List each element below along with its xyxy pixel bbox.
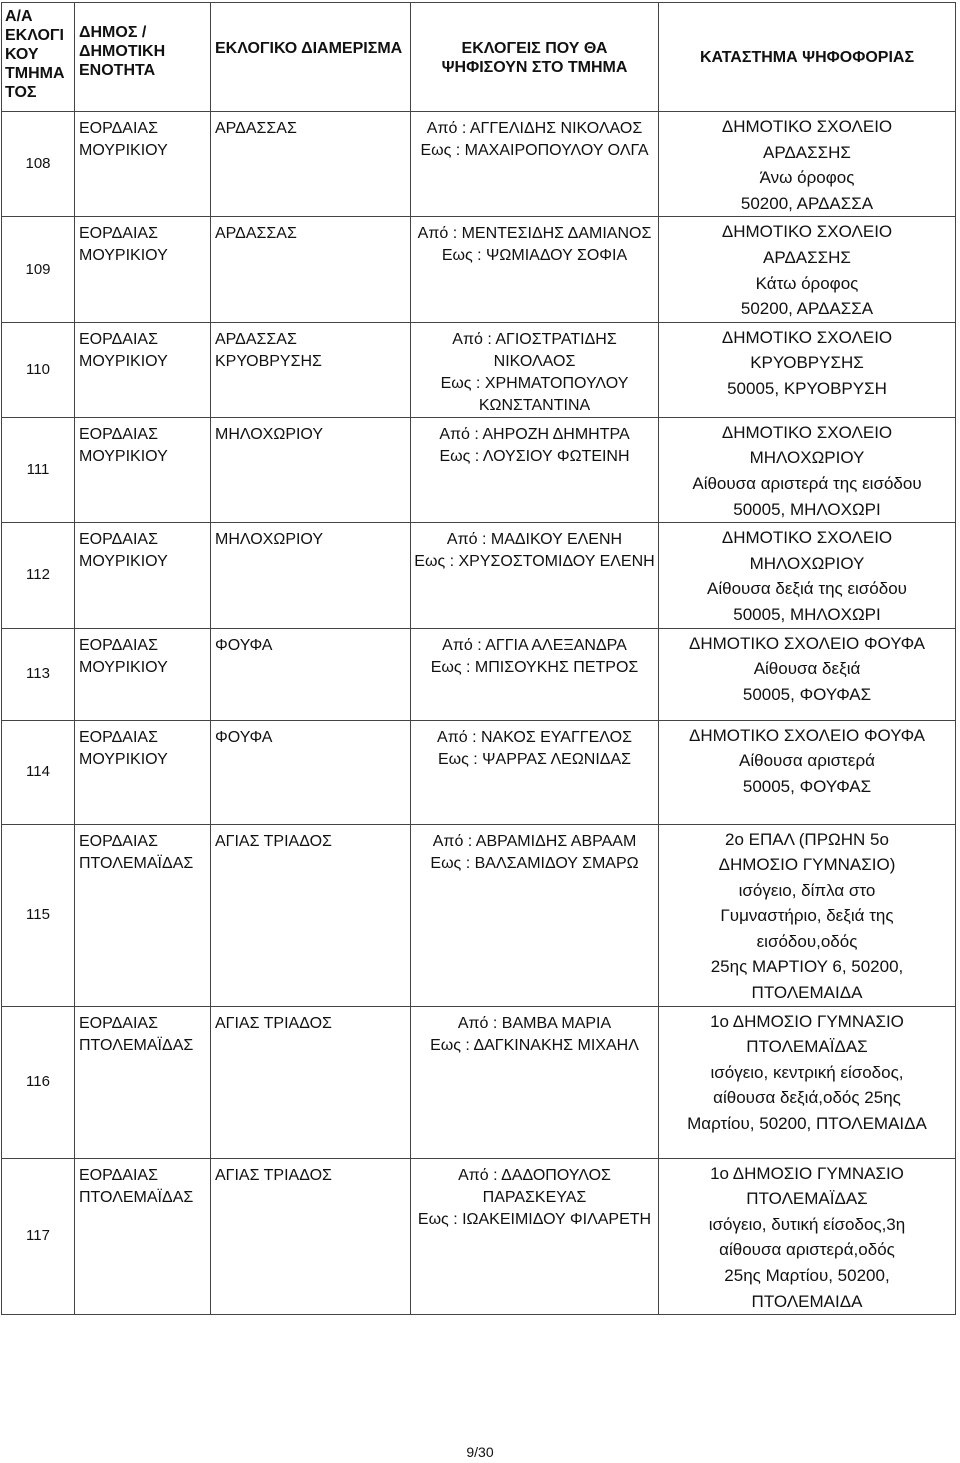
voters-range-cell: Από : ΑΓΙΟΣΤΡΑΤΙΔΗΣ ΝΙΚΟΛΑΟΣ Εως : ΧΡΗΜΑΤΟΠΟΥΛΟΥ ΚΩΝΣΤΑΝΤΙΝΑ (411, 322, 659, 417)
header-diamerisma: ΕΚΛΟΓΙΚΟ ΔΙΑΜΕΡΙΣΜΑ (211, 3, 411, 112)
header-eklogeis: ΕΚΛΟΓΕΙΣ ΠΟΥ ΘΑ ΨΗΦΙΣΟΥΝ ΣΤΟ ΤΜΗΜΑ (411, 3, 659, 112)
polling-location-cell: ΔΗΜΟΤΙΚΟ ΣΧΟΛΕΙΟ ΚΡΥΟΒΡΥΣΗΣ 50005, ΚΡΥΟΒΡΥΣΗ (659, 322, 956, 417)
polling-stations-table (1, 2, 956, 1315)
electoral-district-cell: ΑΓΙΑΣ ΤΡΙΑΔΟΣ (211, 1006, 411, 1158)
table-row (2, 1006, 956, 1158)
municipality-cell: ΕΟΡΔΑΙΑΣ ΜΟΥΡΙΚΙΟΥ (75, 112, 211, 217)
table-header-row (2, 3, 956, 112)
electoral-district-cell: ΑΡΔΑΣΣΑΣ (211, 112, 411, 217)
header-katastima: ΚΑΤΑΣΤΗΜΑ ΨΗΦΟΦΟΡΙΑΣ (659, 3, 956, 112)
electoral-district-cell: ΑΓΙΑΣ ΤΡΙΑΔΟΣ (211, 1158, 411, 1315)
header-demos: ΔΗΜΟΣ / ΔΗΜΟΤΙΚΗ ΕΝΟΤΗΤΑ (75, 3, 211, 112)
voters-range-cell: Από : ΜΕΝΤΕΣΙΔΗΣ ΔΑΜΙΑΝΟΣ Εως : ΨΩΜΙΑΔΟΥ ΣΟΦΙΑ (411, 217, 659, 322)
polling-location-cell: 1ο ΔΗΜΟΣΙΟ ΓΥΜΝΑΣΙΟ ΠΤΟΛΕΜΑΪΔΑΣ ισόγειο, κεντρική είσοδος, αίθουσα δεξιά,οδός 25ης Μαρτίου, 50200, ΠΤΟΛΕΜΑΙΔΑ (659, 1006, 956, 1158)
table-row (2, 217, 956, 322)
row-number: 111 (2, 417, 75, 522)
voters-range-cell: Από : ΑΗΡΟΖΗ ΔΗΜΗΤΡΑ Εως : ΛΟΥΣΙΟΥ ΦΩΤΕΙΝΗ (411, 417, 659, 522)
voters-range-cell: Από : ΑΓΓΕΛΙΔΗΣ ΝΙΚΟΛΑΟΣ Εως : ΜΑΧΑΙΡΟΠΟΥΛΟΥ ΟΛΓΑ (411, 112, 659, 217)
municipality-cell: ΕΟΡΔΑΙΑΣ ΜΟΥΡΙΚΙΟΥ (75, 523, 211, 628)
row-number: 116 (2, 1006, 75, 1158)
electoral-district-cell: ΑΡΔΑΣΣΑΣ (211, 217, 411, 322)
table-row (2, 824, 956, 1006)
table-row (2, 1158, 956, 1315)
electoral-district-cell: ΜΗΛΟΧΩΡΙΟΥ (211, 523, 411, 628)
municipality-cell: ΕΟΡΔΑΙΑΣ ΜΟΥΡΙΚΙΟΥ (75, 217, 211, 322)
voters-range-cell: Από : ΜΑΔΙΚΟΥ ΕΛΕΝΗ Εως : ΧΡΥΣΟΣΤΟΜΙΔΟΥ ΕΛΕΝΗ (411, 523, 659, 628)
municipality-cell: ΕΟΡΔΑΙΑΣ ΜΟΥΡΙΚΙΟΥ (75, 417, 211, 522)
polling-location-cell: ΔΗΜΟΤΙΚΟ ΣΧΟΛΕΙΟ ΜΗΛΟΧΩΡΙΟΥ Αίθουσα δεξιά της εισόδου 50005, ΜΗΛΟΧΩΡΙ (659, 523, 956, 628)
municipality-cell: ΕΟΡΔΑΙΑΣ ΜΟΥΡΙΚΙΟΥ (75, 628, 211, 720)
voters-range-cell: Από : ΑΓΓΙΑ ΑΛΕΞΑΝΔΡΑ Εως : ΜΠΙΣΟΥΚΗΣ ΠΕΤΡΟΣ (411, 628, 659, 720)
electoral-district-cell: ΑΓΙΑΣ ΤΡΙΑΔΟΣ (211, 824, 411, 1006)
row-number: 115 (2, 824, 75, 1006)
polling-location-cell: ΔΗΜΟΤΙΚΟ ΣΧΟΛΕΙΟ ΦΟΥΦΑ Αίθουσα δεξιά 50005, ΦΟΥΦΑΣ (659, 628, 956, 720)
row-number: 113 (2, 628, 75, 720)
polling-location-cell: ΔΗΜΟΤΙΚΟ ΣΧΟΛΕΙΟ ΜΗΛΟΧΩΡΙΟΥ Αίθουσα αριστερά της εισόδου 50005, ΜΗΛΟΧΩΡΙ (659, 417, 956, 522)
row-number: 108 (2, 112, 75, 217)
row-number: 112 (2, 523, 75, 628)
row-number: 114 (2, 720, 75, 824)
table-row (2, 523, 956, 628)
polling-location-cell: ΔΗΜΟΤΙΚΟ ΣΧΟΛΕΙΟ ΑΡΔΑΣΣΗΣ Κάτω όροφος 50200, ΑΡΔΑΣΣΑ (659, 217, 956, 322)
polling-location-cell: 1ο ΔΗΜΟΣΙΟ ΓΥΜΝΑΣΙΟ ΠΤΟΛΕΜΑΪΔΑΣ ισόγειο, δυτική είσοδος,3η αίθουσα αριστερά,οδός 25ης Μαρτίου, 50200, ΠΤΟΛΕΜΑΙΔΑ (659, 1158, 956, 1315)
municipality-cell: ΕΟΡΔΑΙΑΣ ΠΤΟΛΕΜΑΪΔΑΣ (75, 1006, 211, 1158)
municipality-cell: ΕΟΡΔΑΙΑΣ ΜΟΥΡΙΚΙΟΥ (75, 720, 211, 824)
voters-range-cell: Από : ΔΑΔΟΠΟΥΛΟΣ ΠΑΡΑΣΚΕΥΑΣ Εως : ΙΩΑΚΕΙΜΙΔΟΥ ΦΙΛΑΡΕΤΗ (411, 1158, 659, 1315)
table-row (2, 322, 956, 417)
table-row (2, 417, 956, 522)
electoral-district-cell: ΦΟΥΦΑ (211, 720, 411, 824)
row-number: 109 (2, 217, 75, 322)
header-aa: Α/Α ΕΚΛΟΓΙ ΚΟΥ ΤΜΗΜΑ ΤΟΣ (2, 3, 75, 112)
voters-range-cell: Από : ΒΑΜΒΑ ΜΑΡΙΑ Εως : ΔΑΓΚΙΝΑΚΗΣ ΜΙΧΑΗΛ (411, 1006, 659, 1158)
table-row (2, 720, 956, 824)
municipality-cell: ΕΟΡΔΑΙΑΣ ΠΤΟΛΕΜΑΪΔΑΣ (75, 1158, 211, 1315)
page-number: 9/30 (466, 1444, 494, 1460)
municipality-cell: ΕΟΡΔΑΙΑΣ ΜΟΥΡΙΚΙΟΥ (75, 322, 211, 417)
table-row (2, 112, 956, 217)
polling-location-cell: 2ο ΕΠΑΛ (ΠΡΩΗΝ 5ο ΔΗΜΟΣΙΟ ΓΥΜΝΑΣΙΟ) ισόγειο, δίπλα στο Γυμναστήριο, δεξιά της εισόδου,οδός 25ης ΜΑΡΤΙΟΥ 6, 50200, ΠΤΟΛΕΜΑΙΔΑ (659, 824, 956, 1006)
electoral-district-cell: ΜΗΛΟΧΩΡΙΟΥ (211, 417, 411, 522)
electoral-district-cell: ΑΡΔΑΣΣΑΣ ΚΡΥΟΒΡΥΣΗΣ (211, 322, 411, 417)
polling-location-cell: ΔΗΜΟΤΙΚΟ ΣΧΟΛΕΙΟ ΦΟΥΦΑ Αίθουσα αριστερά 50005, ΦΟΥΦΑΣ (659, 720, 956, 824)
municipality-cell: ΕΟΡΔΑΙΑΣ ΠΤΟΛΕΜΑΪΔΑΣ (75, 824, 211, 1006)
row-number: 117 (2, 1158, 75, 1315)
table-row (2, 628, 956, 720)
voters-range-cell: Από : ΝΑΚΟΣ ΕΥΑΓΓΕΛΟΣ Εως : ΨΑΡΡΑΣ ΛΕΩΝΙΔΑΣ (411, 720, 659, 824)
electoral-district-cell: ΦΟΥΦΑ (211, 628, 411, 720)
polling-location-cell: ΔΗΜΟΤΙΚΟ ΣΧΟΛΕΙΟ ΑΡΔΑΣΣΗΣ Άνω όροφος 50200, ΑΡΔΑΣΣΑ (659, 112, 956, 217)
row-number: 110 (2, 322, 75, 417)
voters-range-cell: Από : ΑΒΡΑΜΙΔΗΣ ΑΒΡΑΑΜ Εως : ΒΑΛΣΑΜΙΔΟΥ ΣΜΑΡΩ (411, 824, 659, 1006)
